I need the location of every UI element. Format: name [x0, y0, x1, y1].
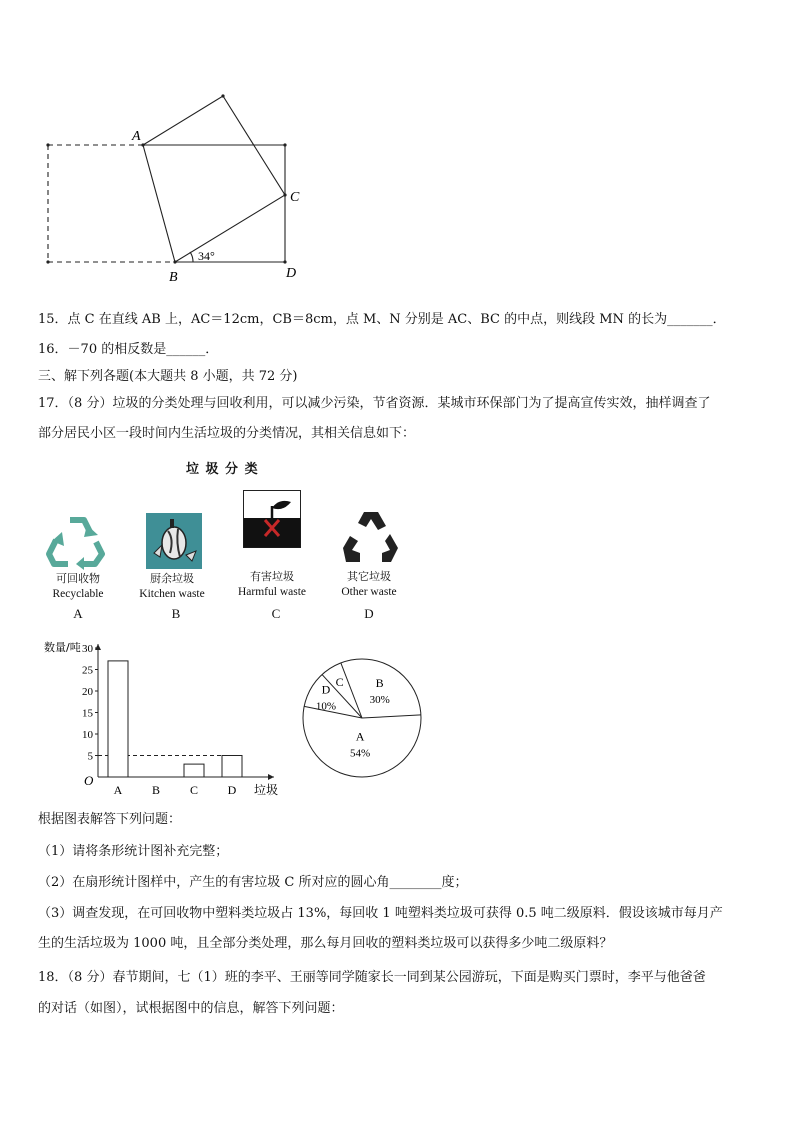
y-tick-label: 25	[82, 664, 93, 677]
q16-blank: ______	[166, 342, 206, 357]
x-tick-label-D: D	[227, 783, 237, 797]
bar-A	[108, 661, 128, 777]
y-axis-arrow	[95, 644, 101, 650]
q17-part-2	[38, 873, 468, 893]
q17-part-3-line-1: （3）调查发现，在可回收物中塑料类垃圾占 13%，每回收 1 吨塑料类垃圾可获得 0.5 吨二级原料．假设该城市每月产	[38, 906, 723, 921]
label-C: C	[290, 190, 300, 205]
y-tick-label: 15	[82, 707, 93, 720]
label-D: D	[286, 266, 297, 281]
bar-D	[222, 756, 242, 778]
y-axis-label: 数量/吨	[44, 641, 81, 654]
y-tick-label: 30	[82, 643, 93, 655]
harmful-waste-icon	[243, 490, 301, 548]
bar-chart	[40, 632, 290, 802]
caption-other-zh: 其它垃圾	[347, 570, 391, 583]
pie-label-A: A	[355, 729, 365, 744]
q16-end: ．	[205, 342, 219, 357]
pie-value-A: 54%	[349, 747, 371, 760]
caption-recycle-en: Recyclable	[52, 587, 104, 600]
q17-part-1: （1）请将条形统计图补充完整；	[38, 844, 229, 859]
y-tick-label: 10	[82, 729, 93, 741]
caption-recycle-zh: 可回收物	[56, 572, 100, 585]
x-tick-label-A: A	[113, 783, 123, 797]
caption-kitchen-en: Kitchen waste	[139, 587, 205, 600]
q16-text: 16．－70 的相反数是	[38, 342, 167, 357]
q17-part-2-text: （2）在扇形统计图样中，产生的有害垃圾 C 所对应的圆心角	[38, 875, 390, 890]
y-tick-label: 20	[82, 686, 93, 698]
caption-recycle	[28, 572, 128, 602]
icon-other	[340, 508, 402, 570]
figure-title: 垃 圾 分 类	[186, 462, 259, 477]
x-tick-label-C: C	[189, 783, 199, 797]
label-B: B	[169, 270, 178, 285]
question-15	[38, 310, 726, 330]
y-tick-label: 5	[87, 750, 93, 763]
x-axis-arrow	[268, 774, 274, 780]
pie-chart	[296, 652, 428, 784]
pie-value-B: 30%	[369, 693, 390, 706]
q15-text: 15．点 C 在直线 AB 上，AC＝12cm，CB＝8cm，点 M、N 分别是 AC、BC 的中点，则线段 MN 的长为	[38, 312, 668, 327]
caption-other	[319, 570, 419, 600]
kitchen-waste-icon	[146, 513, 202, 569]
pie-value-D: 10%	[315, 700, 337, 713]
other-waste-icon	[340, 508, 402, 570]
caption-other-en: Other waste	[341, 585, 397, 598]
question-16	[38, 340, 218, 360]
icon-harmful	[243, 490, 301, 548]
x-tick-label-B: B	[151, 783, 161, 797]
q15-blank: _______	[667, 312, 713, 327]
q17-line-2: 部分居民小区一段时间内生活垃圾的分类情况，其相关信息如下：	[38, 426, 416, 441]
q18-line-1: 18．（8 分）春节期间，七（1）班的李平、王丽等同学随家长一同到某公园游玩，下面是购买门票时，李平与他爸爸	[38, 970, 706, 985]
icon-kitchen	[146, 513, 202, 569]
q17-part-2-blank: ________	[389, 875, 442, 890]
pie-label-D: D	[321, 682, 331, 697]
q15-end: ．	[712, 312, 726, 327]
x-axis-label: 垃圾	[254, 783, 279, 797]
angle-arc	[190, 252, 193, 262]
caption-harmful	[222, 570, 322, 600]
angle-label: 34°	[198, 249, 215, 263]
pie-label-B: B	[375, 675, 384, 690]
letter-B: B	[171, 606, 181, 621]
icon-recycle	[40, 510, 114, 570]
letter-C: C	[271, 606, 281, 621]
label-A: A	[132, 129, 141, 144]
section-3-heading: 三、解下列各题(本大题共 8 小题，共 72 分)	[38, 369, 298, 384]
q17-line-1: 17．（8 分）垃圾的分类处理与回收利用，可以减少污染，节省资源．某城市环保部门为了提高宣传实效，抽样调查了	[38, 396, 711, 411]
letter-D: D	[364, 606, 374, 621]
caption-harmful-zh: 有害垃圾	[250, 570, 294, 583]
q17-part-2-end: 度；	[441, 875, 468, 890]
geometry-figure	[40, 90, 310, 290]
origin-label: O	[84, 773, 94, 788]
caption-kitchen-zh: 厨余垃圾	[150, 572, 194, 585]
recycle-icon	[40, 510, 114, 570]
q18-line-2: 的对话（如图），试根据图中的信息，解答下列问题：	[38, 1001, 344, 1016]
caption-harmful-en: Harmful waste	[237, 585, 307, 598]
pie-label-C: C	[335, 674, 344, 689]
letter-A: A	[73, 606, 83, 621]
square-abcx	[143, 96, 285, 262]
q17-prompt: 根据图表解答下列问题：	[38, 812, 182, 827]
q17-part-3-line-2: 生的生活垃圾为 1000 吨，且全部分类处理，那么每月回收的塑料类垃圾可以获得多少吨二级原料？	[38, 936, 613, 951]
caption-kitchen	[122, 572, 222, 602]
bar-C	[184, 764, 204, 777]
